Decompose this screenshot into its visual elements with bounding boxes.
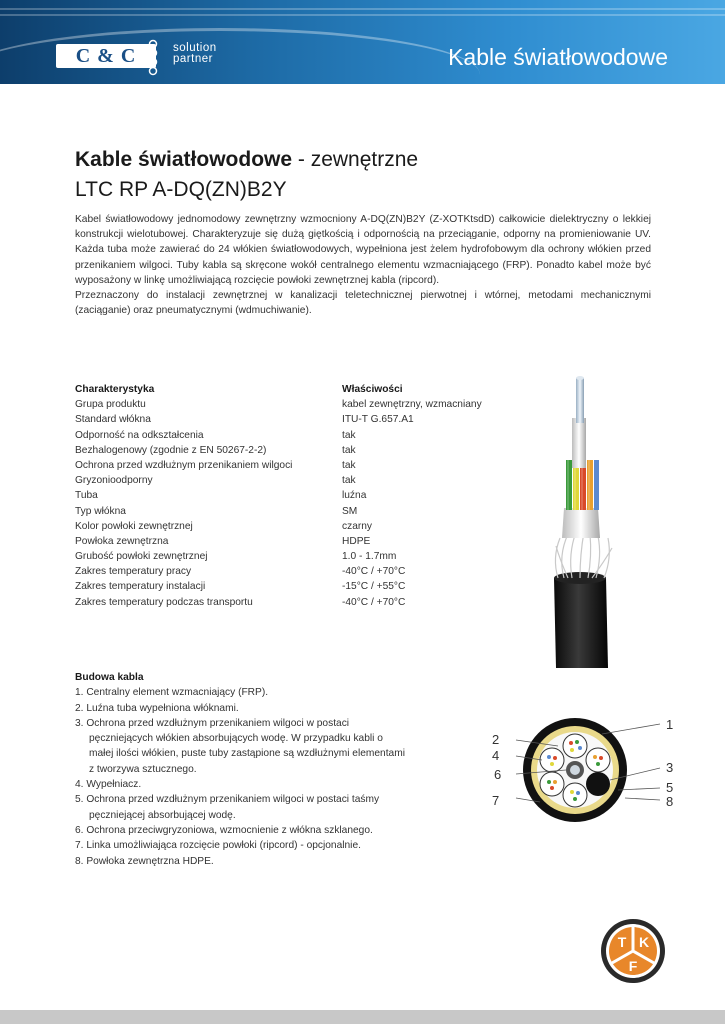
build-list-item: 5. Ochrona przed wzdłużnym przenikaniem wilgoci w postaci taśmy pęczniejącej absorbującej wodę. — [75, 794, 380, 821]
description — [75, 212, 651, 318]
spec-key: Gryzonioodporny — [75, 475, 153, 487]
spec-key: Powłoka zewnętrzna — [75, 535, 169, 547]
build-list-item: 8. Powłoka zewnętrzna HDPE. — [75, 855, 214, 867]
tkf-letter: T — [617, 934, 627, 950]
description-paragraph: Przeznaczony do instalacji zewnętrznej w kanalizacji teletechnicznej pierwotnej i wtórnej, metodami mechanicznymi (zaciąganie) oraz pneumatycznymi (wdmuchiwanie). — [75, 290, 651, 317]
spec-value: czarny — [342, 520, 373, 532]
build-list-item: 6. Ochrona przeciwgryzoniowa, wzmocnienie z włókna szklanego. — [75, 824, 373, 836]
spec-value: tak — [342, 429, 356, 441]
spec-value: -40°C / +70°C — [342, 596, 406, 608]
spec-table — [75, 382, 515, 610]
spec-row — [75, 549, 515, 564]
spec-row — [75, 564, 515, 579]
diagram-label: 6 — [494, 767, 502, 782]
tkf-letter: K — [638, 934, 650, 950]
spec-value: luźna — [342, 490, 367, 502]
spec-row — [75, 504, 515, 519]
product-model: LTC RP A-DQ(ZN)B2Y — [75, 178, 287, 201]
spec-value: HDPE — [342, 535, 371, 547]
spec-row — [75, 519, 515, 534]
logo-sub-line-2: partner — [173, 53, 213, 65]
build-list — [75, 685, 405, 869]
cable-build — [75, 670, 405, 869]
page-footer-bar — [0, 1010, 725, 1024]
spec-key: Grupa produktu — [75, 399, 146, 411]
spec-value: ITU-T G.657.A1 — [342, 414, 414, 426]
page-header — [0, 0, 725, 84]
cable-illustration — [528, 368, 648, 668]
spec-value: SM — [342, 505, 358, 517]
spec-row — [75, 595, 515, 610]
spec-key: Kolor powłoki zewnętrznej — [75, 520, 193, 532]
spec-row — [75, 488, 515, 503]
diagram-label: 8 — [666, 794, 674, 809]
description-paragraph: Kabel światłowodowy jednomodowy zewnętrzny wzmocniony A-DQ(ZN)B2Y (Z-XOTKtsdD) całkowicie dielektryczny o lekkiej konstrukcji wielotubowej. Charakteryzuje się dużą giętkością i odpornością na przeciąganie, odporny na promieniowanie UV. Każda tuba może zawierać do 24 włókien światłowodowych, wypełniona jest żelem hydrofobowym dla ochrony włókien przed przenikaniem wilgoci. Tuby kabla są skręcone wokół centralnego elementu wzmacniającego (FRP). Ponadto kabel może być wyposażony w linkę umożliwiającą rozcięcie powłoki zewnętrznej kabla (ripcord). — [75, 214, 651, 286]
spec-value: 1.0 - 1.7mm — [342, 551, 397, 563]
spec-key: Grubość powłoki zewnętrznej — [75, 551, 208, 563]
logo-text: C & C — [75, 45, 137, 67]
spec-key: Tuba — [75, 490, 98, 502]
logo-chain-icon — [146, 38, 160, 76]
spec-key: Bezhalogenowy (zgodnie z EN 50267-2-2) — [75, 444, 267, 456]
spec-row — [75, 412, 515, 427]
title-bold: Kable światłowodowe — [75, 148, 293, 171]
spec-row — [75, 428, 515, 443]
title-rest: - zewnętrzne — [292, 148, 419, 171]
diagram-label: 1 — [666, 717, 674, 732]
spec-value: kabel zewnętrzny, wzmacniany — [342, 399, 482, 411]
spec-header-row — [75, 382, 515, 397]
spec-row — [75, 534, 515, 549]
spec-row — [75, 458, 515, 473]
header-stripe — [0, 8, 725, 10]
spec-key: Zakres temperatury podczas transportu — [75, 596, 253, 608]
spec-key: Zakres temperatury instalacji — [75, 581, 206, 593]
spec-key: Standard włókna — [75, 414, 151, 426]
build-list-item: 3. Ochrona przed wzdłużnym przenikaniem wilgoci w postaci pęczniejących włókien absorbujących wodę. W przypadku kabli o małej ilości włókien, puste tuby zastąpione są wzdłużnymi elementami z tworzywa sztucznego. — [75, 717, 405, 775]
diagram-label: 3 — [666, 760, 674, 775]
tkf-logo — [600, 918, 666, 984]
build-title: Budowa kabla — [75, 672, 144, 683]
spec-value: -15°C / +55°C — [342, 581, 406, 593]
build-list-item: 4. Wypełniacz. — [75, 779, 142, 791]
header-stripe — [0, 14, 725, 16]
build-list-item: 2. Luźna tuba wypełniona włóknami. — [75, 702, 239, 714]
spec-key: Ochrona przed wzdłużnym przenikaniem wilgoci — [75, 459, 293, 471]
spec-key: Odporność na odkształcenia — [75, 429, 204, 441]
tkf-letter: F — [628, 958, 638, 974]
diagram-label: 4 — [492, 748, 500, 763]
company-logo — [56, 44, 156, 68]
cross-section-diagram — [480, 710, 680, 830]
spec-row — [75, 579, 515, 594]
diagram-label: 5 — [666, 780, 674, 795]
spec-row — [75, 397, 515, 412]
page-title — [75, 148, 418, 172]
spec-value: tak — [342, 475, 356, 487]
spec-key: Typ włókna — [75, 505, 126, 517]
spec-header-key: Charakterystyka — [75, 384, 155, 395]
spec-key: Zakres temperatury pracy — [75, 566, 192, 578]
build-list-item: 7. Linka umożliwiająca rozcięcie powłoki (ripcord) - opcjonalnie. — [75, 840, 361, 852]
build-list-item: 1. Centralny element wzmacniający (FRP). — [75, 687, 269, 699]
diagram-label: 7 — [492, 793, 500, 808]
spec-rows — [75, 397, 515, 610]
spec-row — [75, 473, 515, 488]
logo-sub-line-1: solution — [173, 42, 217, 54]
spec-row — [75, 443, 515, 458]
spec-value: tak — [342, 444, 356, 456]
diagram-label: 2 — [492, 732, 500, 747]
header-title: Kable światłowodowe — [448, 44, 668, 70]
logo-subtitle — [173, 43, 217, 65]
spec-value: tak — [342, 459, 356, 471]
spec-header-value: Właściwości — [342, 384, 403, 395]
spec-value: -40°C / +70°C — [342, 566, 406, 578]
